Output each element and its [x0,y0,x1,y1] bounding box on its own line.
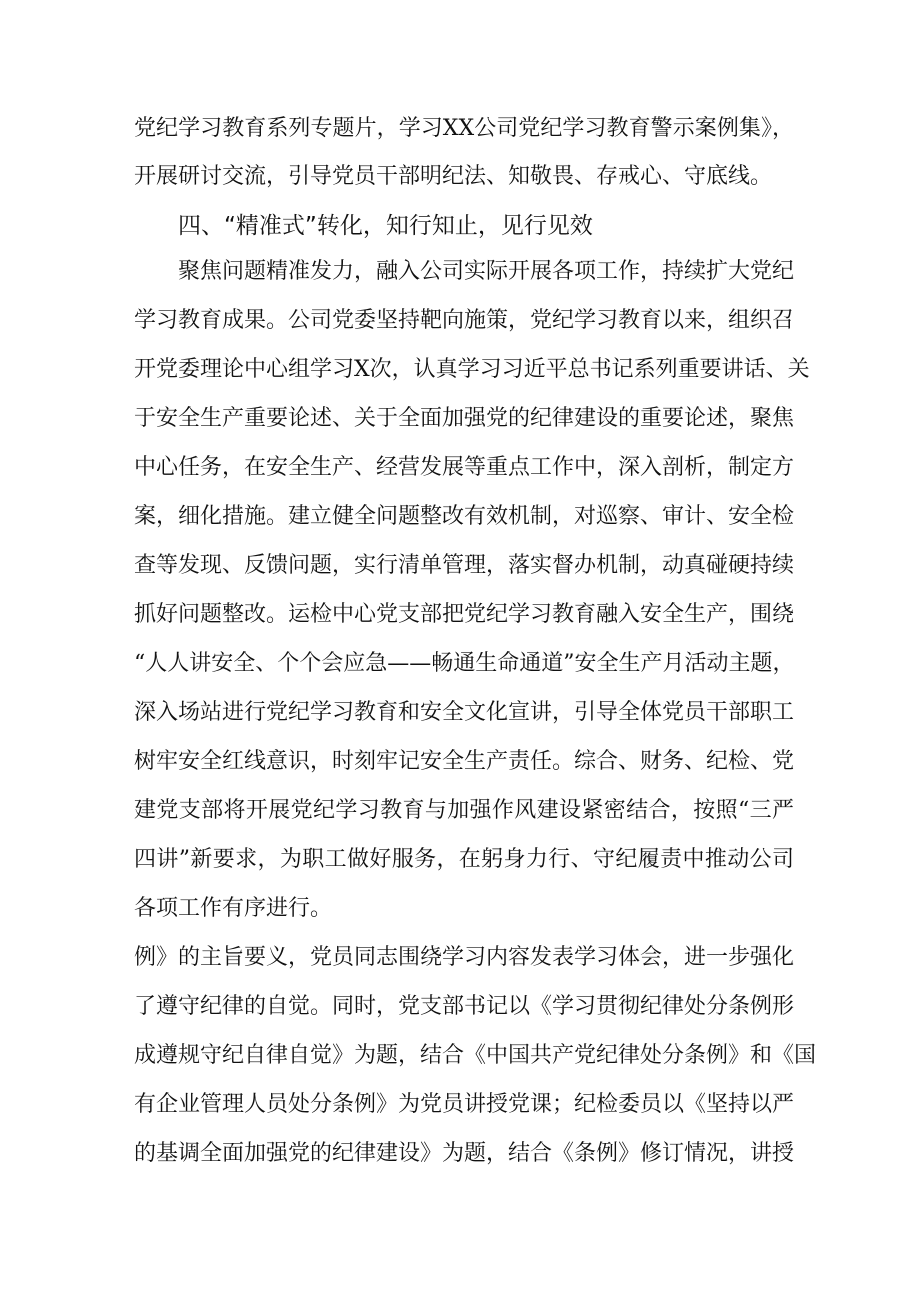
text-line: 四讲”新要求，为职工做好服务，在躬身力行、守纪履责中推动公司 [134,847,794,872]
text-line: 例》的主旨要义，党员同志围绕学习内容发表学习体会，进一步强化 [134,945,795,970]
text-line: 成遵规守纪自律自觉》为题，结合《中国共产党纪律处分条例》和《国 [134,1043,817,1068]
text-line: “人人讲安全、个个会应急——畅通生命通道”安全生产月活动主题， [134,651,795,676]
text-line: 有企业管理人员处分条例》为党员讲授党课；纪检委员以《坚持以严 [134,1092,795,1117]
text-line: 树牢安全红线意识，时刻牢记安全生产责任。综合、财务、纪检、党 [134,749,795,774]
text-line: 深入场站进行党纪学习教育和安全文化宣讲，引导全体党员干部职工 [134,700,795,725]
text-line: 中心任务，在安全生产、经营发展等重点工作中，深入剖析，制定方 [134,455,795,480]
text-line: 于安全生产重要论述、关于全面加强党的纪律建设的重要论述，聚焦 [134,406,795,431]
text-line: 聚焦问题精准发力，融入公司实际开展各项工作，持续扩大党纪 [178,259,795,284]
text-line: 开展研讨交流，引导党员干部明纪法、知敬畏、存戒心、守底线。 [134,164,773,189]
text-line: 案，细化措施。建立健全问题整改有效机制，对巡察、审计、安全检 [134,504,795,529]
text-line: 建党支部将开展党纪学习教育与加强作风建设紧密结合，按照“三严 [134,798,794,823]
text-line: 各项工作有序进行。 [134,896,333,921]
text-line: 学习教育成果。公司党委坚持靶向施策，党纪学习教育以来，组织召 [134,308,795,333]
text-line: 了遵守纪律的自觉。同时，党支部书记以《学习贯彻纪律处分条例形 [134,994,795,1019]
text-line: 抓好问题整改。运检中心党支部把党纪学习教育融入安全生产，围绕 [134,602,795,627]
section-heading: 四、“精准式”转化，知行知止，见行见效 [178,213,593,239]
text-line: 查等发现、反馈问题，实行清单管理，落实督办机制，动真碰硬持续 [134,553,795,578]
text-line: 开党委理论中心组学习X次，认真学习习近平总书记系列重要讲话、关 [134,357,810,382]
text-line: 党纪学习教育系列专题片，学习XX公司党纪学习教育警示案例集》， [134,116,794,141]
text-line: 的基调全面加强党的纪律建设》为题，结合《条例》修订情况，讲授 [134,1141,795,1166]
